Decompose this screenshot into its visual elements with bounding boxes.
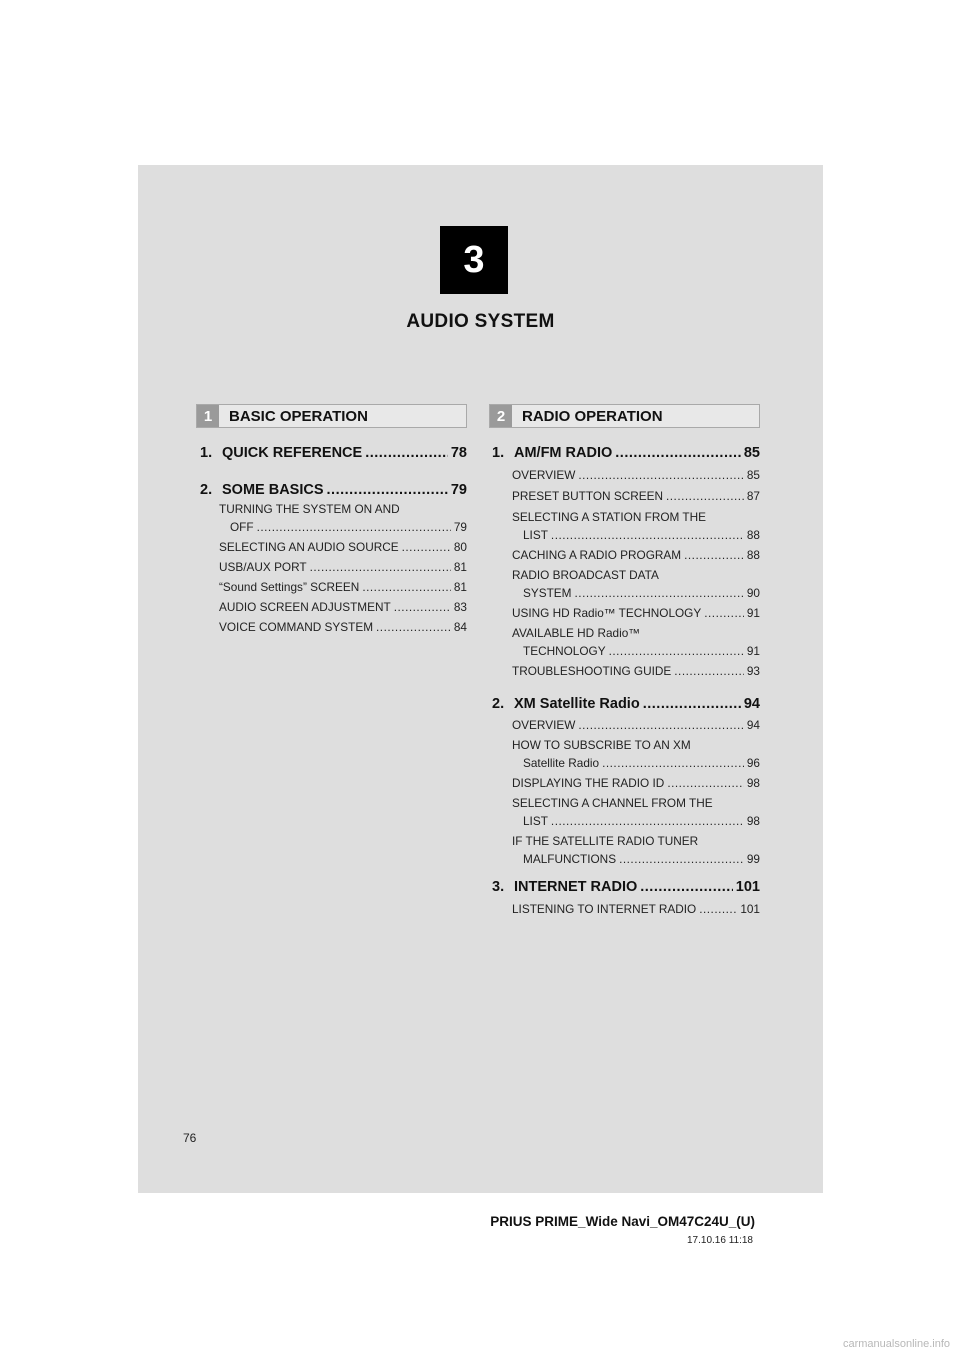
chapter-number-box <box>440 226 508 294</box>
toc-subentry[interactable]: TROUBLESHOOTING GUIDE ..... 93 <box>512 664 760 678</box>
toc-subentry[interactable]: TURNING THE SYSTEM ON AND OFF ..... 79 <box>219 500 467 536</box>
toc-subentry[interactable]: USING HD Radio™ TECHNOLOGY ..... 91 <box>512 606 760 620</box>
toc-entry-title: AM/FM RADIO <box>514 445 613 461</box>
toc-subentry[interactable]: OVERVIEW ..... 85 <box>512 468 760 482</box>
toc-subentry[interactable]: SELECTING A CHANNEL FROM THE LIST ..... 98 <box>512 794 760 830</box>
section-header-basic-operation <box>196 404 467 428</box>
watermark[interactable]: carmanualsonline.info <box>842 1338 950 1350</box>
toc-entry-some-basics[interactable]: 2. SOME BASICS ..... 79 <box>200 482 467 498</box>
toc-subentry[interactable]: “Sound Settings” SCREEN ..... 81 <box>219 580 467 594</box>
section-header-radio-operation <box>489 404 760 428</box>
toc-subentry[interactable]: SELECTING A STATION FROM THE LIST ..... 88 <box>512 508 760 544</box>
toc-page-number: 79 <box>450 482 467 498</box>
toc-page-number: 78 <box>450 445 467 461</box>
toc-entry-internet-radio[interactable]: 3. INTERNET RADIO ..... 101 <box>492 879 760 895</box>
toc-subentry[interactable]: IF THE SATELLITE RADIO TUNER MALFUNCTIONS ..... 99 <box>512 832 760 868</box>
toc-subentry[interactable]: HOW TO SUBSCRIBE TO AN XM Satellite Radio ..... 96 <box>512 736 760 772</box>
section-number: 1 <box>197 405 219 427</box>
toc-subentry[interactable]: AVAILABLE HD Radio™ TECHNOLOGY ..... 91 <box>512 624 760 660</box>
toc-entry-xm-satellite-radio[interactable]: 2. XM Satellite Radio ..... 94 <box>492 696 760 712</box>
section-title: BASIC OPERATION <box>229 408 368 425</box>
toc-subentry[interactable]: RADIO BROADCAST DATA SYSTEM ..... 90 <box>512 566 760 602</box>
page-number: 76 <box>183 1131 197 1145</box>
toc-entry-quick-reference[interactable]: 1. QUICK REFERENCE ..... 78 <box>200 445 467 461</box>
section-number: 2 <box>490 405 512 427</box>
toc-page-number: 94 <box>743 696 760 712</box>
toc-entry-title: INTERNET RADIO <box>514 879 638 895</box>
toc-page-number: 85 <box>743 445 760 461</box>
toc-entry-title: QUICK REFERENCE <box>222 445 363 461</box>
toc-page-number: 101 <box>735 879 760 895</box>
toc-subentry[interactable]: DISPLAYING THE RADIO ID ..... 98 <box>512 776 760 790</box>
toc-entry-title: SOME BASICS <box>222 482 324 498</box>
toc-subentry[interactable]: VOICE COMMAND SYSTEM ..... 84 <box>219 620 467 634</box>
toc-subentry[interactable]: USB/AUX PORT ..... 81 <box>219 560 467 574</box>
toc-entry-title: XM Satellite Radio <box>514 696 640 712</box>
toc-subentry[interactable]: SELECTING AN AUDIO SOURCE ..... 80 <box>219 540 467 554</box>
toc-subentry[interactable]: CACHING A RADIO PROGRAM ..... 88 <box>512 548 760 562</box>
section-title: RADIO OPERATION <box>522 408 663 425</box>
footer-date: 17.10.16 11:18 <box>687 1235 753 1246</box>
toc-subentry[interactable]: AUDIO SCREEN ADJUSTMENT ..... 83 <box>219 600 467 614</box>
toc-subentry[interactable]: LISTENING TO INTERNET RADIO ..... 101 <box>512 902 760 916</box>
chapter-number: 3 <box>463 238 485 281</box>
toc-subentry[interactable]: PRESET BUTTON SCREEN ..... 87 <box>512 489 760 503</box>
toc-subentry[interactable]: OVERVIEW ..... 94 <box>512 718 760 732</box>
chapter-title: AUDIO SYSTEM <box>406 311 555 332</box>
footer-document-id: PRIUS PRIME_Wide Navi_OM47C24U_(U) <box>490 1214 755 1229</box>
toc-entry-am-fm-radio[interactable]: 1. AM/FM RADIO ..... 85 <box>492 445 760 461</box>
